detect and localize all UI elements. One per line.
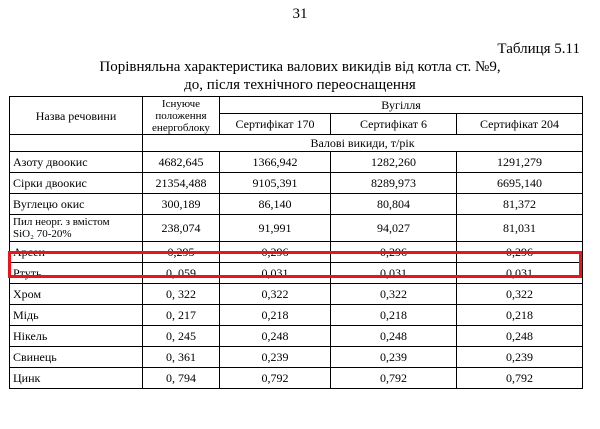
value-cert-6: 94,027 <box>331 215 457 242</box>
emissions-table <box>9 96 583 389</box>
value-cert-204: 0,792 <box>457 368 583 389</box>
substance-name: Вуглецю окис <box>10 194 143 215</box>
table-row <box>10 152 583 173</box>
value-cert-170: 0,218 <box>220 305 331 326</box>
value-existing: 0, 794 <box>143 368 220 389</box>
substance-name: Ртуть <box>10 263 143 284</box>
value-cert-204: 6695,140 <box>457 173 583 194</box>
header-substance: Назва речовини <box>10 97 143 135</box>
substance-name: Хром <box>10 284 143 305</box>
value-cert-170: 91,991 <box>220 215 331 242</box>
value-cert-170: 0,031 <box>220 263 331 284</box>
substance-name: Мідь <box>10 305 143 326</box>
value-existing: 238,074 <box>143 215 220 242</box>
value-cert-170: 0,296 <box>220 242 331 263</box>
value-cert-170: 0,792 <box>220 368 331 389</box>
value-existing: 21354,488 <box>143 173 220 194</box>
value-cert-170: 0,322 <box>220 284 331 305</box>
value-cert-170: 0,248 <box>220 326 331 347</box>
header-existing <box>143 97 220 135</box>
header-cert-204: Сертифікат 204 <box>457 114 583 135</box>
value-cert-6: 1282,260 <box>331 152 457 173</box>
value-cert-204: 1291,279 <box>457 152 583 173</box>
header-units-empty <box>10 135 143 152</box>
header-existing-line-2: положення <box>155 109 207 122</box>
value-cert-6: 0,239 <box>331 347 457 368</box>
table-row <box>10 173 583 194</box>
value-cert-204: 81,031 <box>457 215 583 242</box>
value-cert-6: 0,792 <box>331 368 457 389</box>
header-existing-line-1: Існуюче <box>161 97 201 110</box>
value-cert-204: 81,372 <box>457 194 583 215</box>
table-row <box>10 326 583 347</box>
value-existing: 0, 245 <box>143 326 220 347</box>
substance-name: Сірки двоокис <box>10 173 143 194</box>
value-cert-204: 0,322 <box>457 284 583 305</box>
substance-name: Цинк <box>10 368 143 389</box>
substance-name <box>10 215 143 242</box>
value-cert-6: 8289,973 <box>331 173 457 194</box>
substance-name: Арсен <box>10 242 143 263</box>
table-title-line-1: Порівняльна характеристика валових викидів від котла ст. №9, <box>99 59 501 75</box>
header-cert-6: Сертифікат 6 <box>331 114 457 135</box>
table-row <box>10 368 583 389</box>
table-row <box>10 305 583 326</box>
substance-name-line-1: Пил неорг. з вмістом <box>13 216 110 228</box>
value-cert-6: 0,248 <box>331 326 457 347</box>
header-existing-line-3: енергоблоку <box>152 121 210 134</box>
value-existing: 4682,645 <box>143 152 220 173</box>
value-cert-6: 0,218 <box>331 305 457 326</box>
value-existing: 0, 059 <box>143 263 220 284</box>
value-cert-204: 0,248 <box>457 326 583 347</box>
table-row <box>10 347 583 368</box>
substance-name: Свинець <box>10 347 143 368</box>
table-label: Таблиця 5.11 <box>497 41 580 57</box>
value-cert-204: 0,296 <box>457 242 583 263</box>
substance-name: Нікель <box>10 326 143 347</box>
value-existing: 0, 361 <box>143 347 220 368</box>
value-cert-6: 0,322 <box>331 284 457 305</box>
header-coal: Вугілля <box>220 97 583 114</box>
value-cert-170: 9105,391 <box>220 173 331 194</box>
table-row <box>10 284 583 305</box>
substance-name: Азоту двоокис <box>10 152 143 173</box>
value-cert-6: 80,804 <box>331 194 457 215</box>
table-row-highlighted <box>10 242 583 263</box>
substance-name-line-2: SiO₂ 70-20% <box>13 228 72 240</box>
value-cert-170: 1366,942 <box>220 152 331 173</box>
table-row <box>10 215 583 242</box>
value-existing: 0, 322 <box>143 284 220 305</box>
value-existing: 300,189 <box>143 194 220 215</box>
value-cert-204: 0,031 <box>457 263 583 284</box>
value-cert-6: 0,296 <box>331 242 457 263</box>
value-cert-204: 0,239 <box>457 347 583 368</box>
table-row <box>10 194 583 215</box>
header-cert-170: Сертифікат 170 <box>220 114 331 135</box>
value-cert-170: 0,239 <box>220 347 331 368</box>
value-cert-170: 86,140 <box>220 194 331 215</box>
table-title-line-2: до, після технічного переоснащення <box>184 77 416 93</box>
table-row <box>10 263 583 284</box>
value-cert-6: 0,031 <box>331 263 457 284</box>
header-units: Валові викиди, т/рік <box>143 135 583 152</box>
value-cert-204: 0,218 <box>457 305 583 326</box>
value-existing: 0,295 <box>143 242 220 263</box>
page-number: 31 <box>292 6 308 22</box>
value-existing: 0, 217 <box>143 305 220 326</box>
